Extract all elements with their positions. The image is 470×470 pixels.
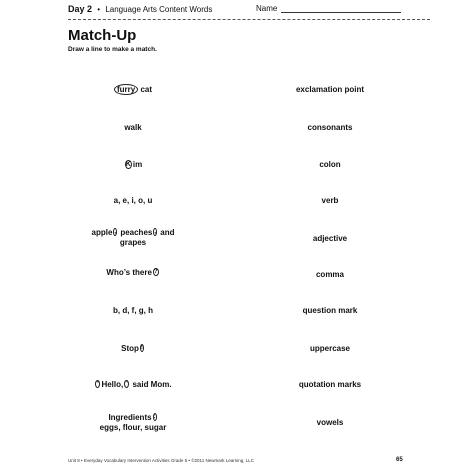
page-title: Match-Up — [68, 27, 137, 44]
name-label: Name — [256, 4, 278, 13]
subject-label: Language Arts Content Words — [105, 5, 213, 14]
circled-letter: K — [125, 160, 131, 168]
right-item-10: vowels — [316, 418, 344, 427]
right-item-4: verb — [321, 196, 339, 205]
day-label: Day 2 — [68, 4, 93, 14]
left-item-5: apple , peaches , and grapes — [91, 228, 175, 247]
right-item-9: quotation marks — [298, 380, 362, 389]
left-column — [68, 0, 198, 470]
right-column — [265, 0, 395, 470]
left-item-6: Who’s there ? — [106, 268, 158, 277]
right-item-1: exclamation point — [295, 85, 364, 94]
left-item-9: “ Hello, ” said Mom. — [96, 380, 172, 389]
left-item-2: walk — [124, 123, 142, 132]
right-item-5: adjective — [312, 234, 348, 243]
circled-word: furry — [114, 84, 138, 95]
left-item-7: b, d, f, g, h — [113, 306, 153, 315]
circled-colon: : — [153, 414, 156, 421]
right-item-7: question mark — [302, 306, 358, 315]
page-number: 65 — [396, 457, 403, 463]
circled-comma: , — [114, 229, 117, 236]
right-item-8: uppercase — [309, 344, 351, 353]
circled-quote-open: “ — [96, 381, 100, 388]
left-item-10: Ingredients : eggs, flour, sugar — [99, 413, 167, 432]
header-bullet: • — [97, 5, 101, 14]
circled-comma: , — [154, 229, 157, 236]
right-item-3: colon — [319, 160, 341, 169]
footer-credit: Unit 8 • Everyday Vocabulary Intervention Activities Grade 5 • ©2011 Newmark Learning, LLC — [68, 458, 254, 463]
circled-quote-close: ” — [125, 381, 129, 388]
left-item-3: K im — [125, 160, 143, 169]
left-item-8: Stop ! — [121, 344, 143, 353]
instructions: Draw a line to make a match. — [68, 46, 157, 53]
right-item-2: consonants — [307, 123, 353, 132]
circled-question-mark: ? — [153, 269, 158, 276]
circled-exclamation: ! — [140, 345, 143, 352]
left-item-4: a, e, i, o, u — [113, 196, 153, 205]
right-item-6: comma — [315, 270, 344, 279]
left-item-1: furry cat — [68, 85, 198, 95]
